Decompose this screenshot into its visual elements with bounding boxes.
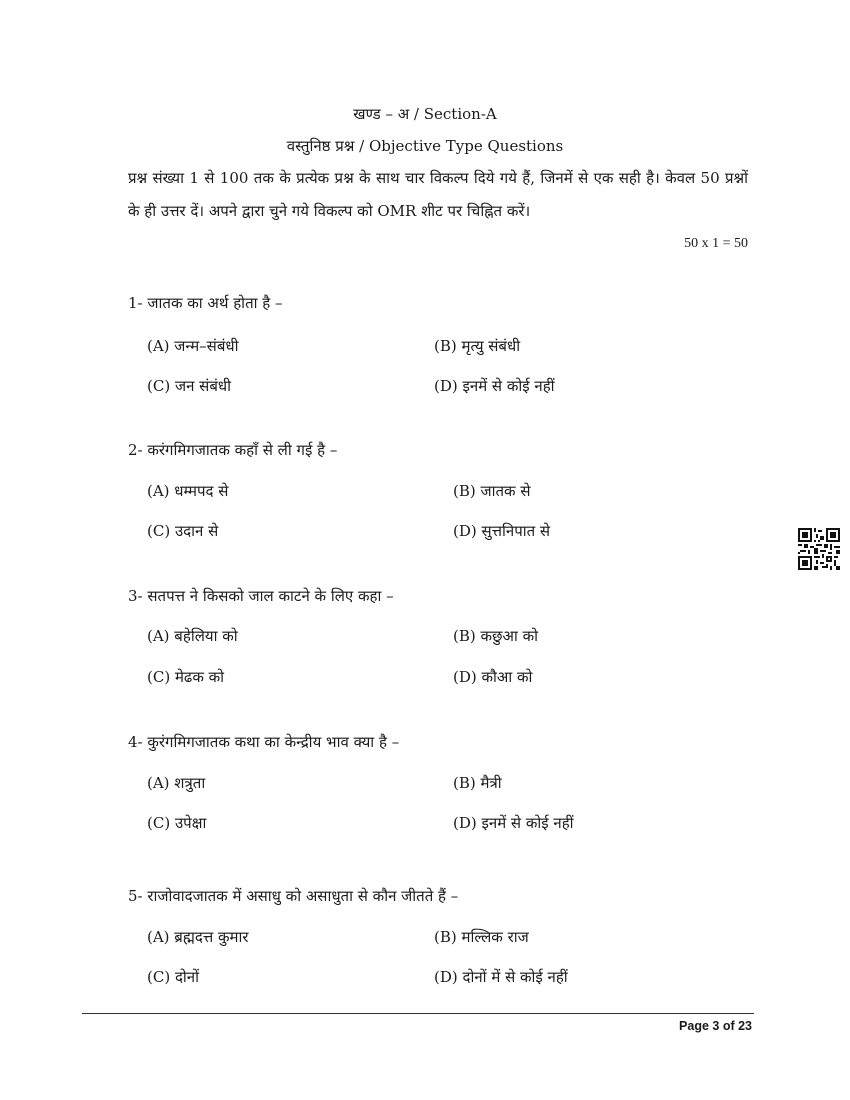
question-2-option-b: (B) जातक से: [453, 482, 531, 500]
question-3-option-d: (D) कौआ को: [453, 668, 533, 686]
qr-code-icon: [798, 528, 840, 570]
section-heading: खण्ड – अ / Section-A: [353, 105, 497, 123]
question-1-option-a: (A) जन्म–संबंधी: [147, 337, 239, 355]
question-2-option-a: (A) धम्मपद से: [147, 482, 229, 500]
marks-allocation: 50 x 1 = 50: [684, 236, 748, 251]
footer-divider: [82, 1013, 754, 1014]
question-5-option-d: (D) दोनों में से कोई नहीं: [434, 968, 568, 986]
question-3: 3- सतपत्त ने किसको जाल काटने के लिए कहा –: [128, 587, 394, 605]
question-4: 4- कुरंगमिगजातक कथा का केन्द्रीय भाव क्या है –: [128, 733, 400, 751]
question-2-option-c: (C) उदान से: [147, 522, 219, 540]
question-3-option-b: (B) कछुआ को: [453, 627, 539, 645]
question-5-option-b: (B) मल्लिक राज: [434, 928, 529, 946]
question-4-option-c: (C) उपेक्षा: [147, 814, 207, 832]
question-2: 2- करंगमिगजातक कहाँ से ली गई है –: [128, 441, 338, 459]
question-5-option-c: (C) दोनों: [147, 968, 200, 986]
instructions-text: प्रश्न संख्या 1 से 100 तक के प्रत्येक प्रश्न के साथ चार विकल्प दिये गये हैं, जिनमें से एक सही है। केवल 50 प्रश्नों के ही उत्तर दें। अपने द्वारा चुने गये विकल्प को OMR शीट पर चिह्नित करें।: [128, 169, 748, 220]
section-subheading: वस्तुनिष्ठ प्रश्न / Objective Type Questions: [286, 137, 564, 155]
question-3-option-c: (C) मेढक को: [147, 668, 225, 686]
question-2-option-d: (D) सुत्तनिपात से: [453, 522, 551, 540]
question-3-option-a: (A) बहेलिया को: [147, 627, 238, 645]
question-5: 5- राजोवादजातक में असाधु को असाधुता से कौन जीतते हैं –: [128, 887, 459, 905]
question-4-option-b: (B) मैत्री: [453, 774, 502, 792]
question-4-option-d: (D) इनमें से कोई नहीं: [453, 814, 574, 832]
question-1-option-d: (D) इनमें से कोई नहीं: [434, 377, 555, 395]
question-1-option-c: (C) जन संबंधी: [147, 377, 231, 395]
question-5-option-a: (A) ब्रह्मदत्त कुमार: [147, 928, 249, 946]
question-4-option-a: (A) शत्रुता: [147, 774, 206, 792]
question-1: 1- जातक का अर्थ होता है –: [128, 294, 283, 312]
page-number: Page 3 of 23: [679, 1019, 752, 1033]
question-1-option-b: (B) मृत्यु संबंधी: [434, 337, 521, 355]
